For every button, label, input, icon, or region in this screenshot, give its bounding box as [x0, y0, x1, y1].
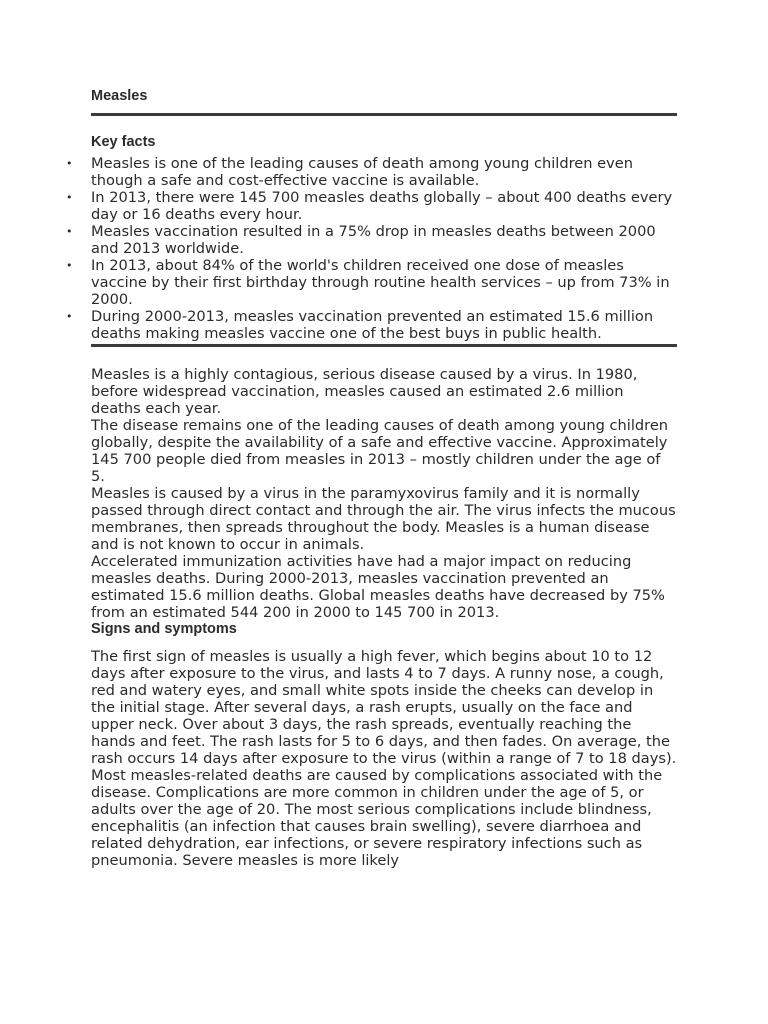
key-facts-list	[66, 155, 677, 342]
bullet-icon: •	[66, 191, 73, 204]
key-fact-text: In 2013, there were 145 700 measles deaths globally – about 400 deaths every day or 16 deaths every hour.	[91, 189, 673, 223]
key-facts-divider	[91, 344, 677, 347]
bullet-icon: •	[66, 157, 73, 170]
signs-paragraph: Most measles-related deaths are caused by complications associated with the disease. Complications are more common in children under the age of 5, or adults over the age of 20. The most serious complications include blindness, encephalitis (an infection that causes brain swelling), severe diarrhoea and related dehydration, ear infections, or severe respiratory infections such as pneumonia. Severe measles is more likely	[91, 767, 663, 869]
key-fact-item	[66, 223, 677, 257]
signs-paragraph: The first sign of measles is usually a high fever, which begins about 10 to 12 days after exposure to the virus, and lasts 4 to 7 days. A runny nose, a cough, red and watery eyes, and small white spots inside the cheeks can develop in the initial stage. After several days, a rash erupts, usually on the face and upper neck. Over about 3 days, the rash spreads, eventually reaching the hands and feet. The rash lasts for 5 to 6 days, and then fades. On average, the rash occurs 14 days after exposure to the virus (within a range of 7 to 18 days).	[91, 648, 677, 767]
intro-paragraph: Measles is a highly contagious, serious disease caused by a virus. In 1980, before widespread vaccination, measles caused an estimated 2.6 million deaths each year.	[91, 366, 638, 417]
key-facts-heading: Key facts	[91, 134, 156, 150]
key-fact-item	[66, 257, 677, 308]
intro-paragraph: The disease remains one of the leading causes of death among young children globally, despite the availability of a safe and effective vaccine. Approximately 145 700 people died from measles in 2013 – mostly children under the age of 5.	[91, 417, 669, 485]
document-title: Measles	[91, 88, 148, 104]
intro-paragraph: Measles is caused by a virus in the paramyxovirus family and it is normally passed through direct contact and through the air. The virus infects the mucous membranes, then spreads throughout the body. Measles is a human disease and is not known to occur in animals.	[91, 485, 676, 553]
title-divider	[91, 113, 677, 116]
signs-heading: Signs and symptoms	[91, 621, 237, 637]
key-fact-text: Measles vaccination resulted in a 75% drop in measles deaths between 2000 and 2013 worldwide.	[91, 223, 656, 257]
key-fact-text: In 2013, about 84% of the world's children received one dose of measles vaccine by their first birthday through routine health services – up from 73% in 2000.	[91, 257, 670, 308]
bullet-icon: •	[66, 259, 73, 272]
intro-section	[91, 366, 677, 621]
bullet-icon: •	[66, 225, 73, 238]
key-fact-text: Measles is one of the leading causes of death among young children even though a safe and cost-effective vaccine is available.	[91, 155, 634, 189]
key-fact-text: During 2000-2013, measles vaccination prevented an estimated 15.6 million deaths making measles vaccine one of the best buys in public health.	[91, 308, 654, 342]
document-page	[66, 86, 677, 869]
key-fact-item	[66, 308, 677, 342]
intro-paragraph: Accelerated immunization activities have had a major impact on reducing measles deaths. During 2000-2013, measles vaccination prevented an estimated 15.6 million deaths. Global measles deaths have decreased by 75% from an estimated 544 200 in 2000 to 145 700 in 2013.	[91, 553, 665, 621]
key-fact-item	[66, 189, 677, 223]
bullet-icon: •	[66, 310, 73, 323]
signs-section	[91, 648, 677, 869]
key-fact-item	[66, 155, 677, 189]
